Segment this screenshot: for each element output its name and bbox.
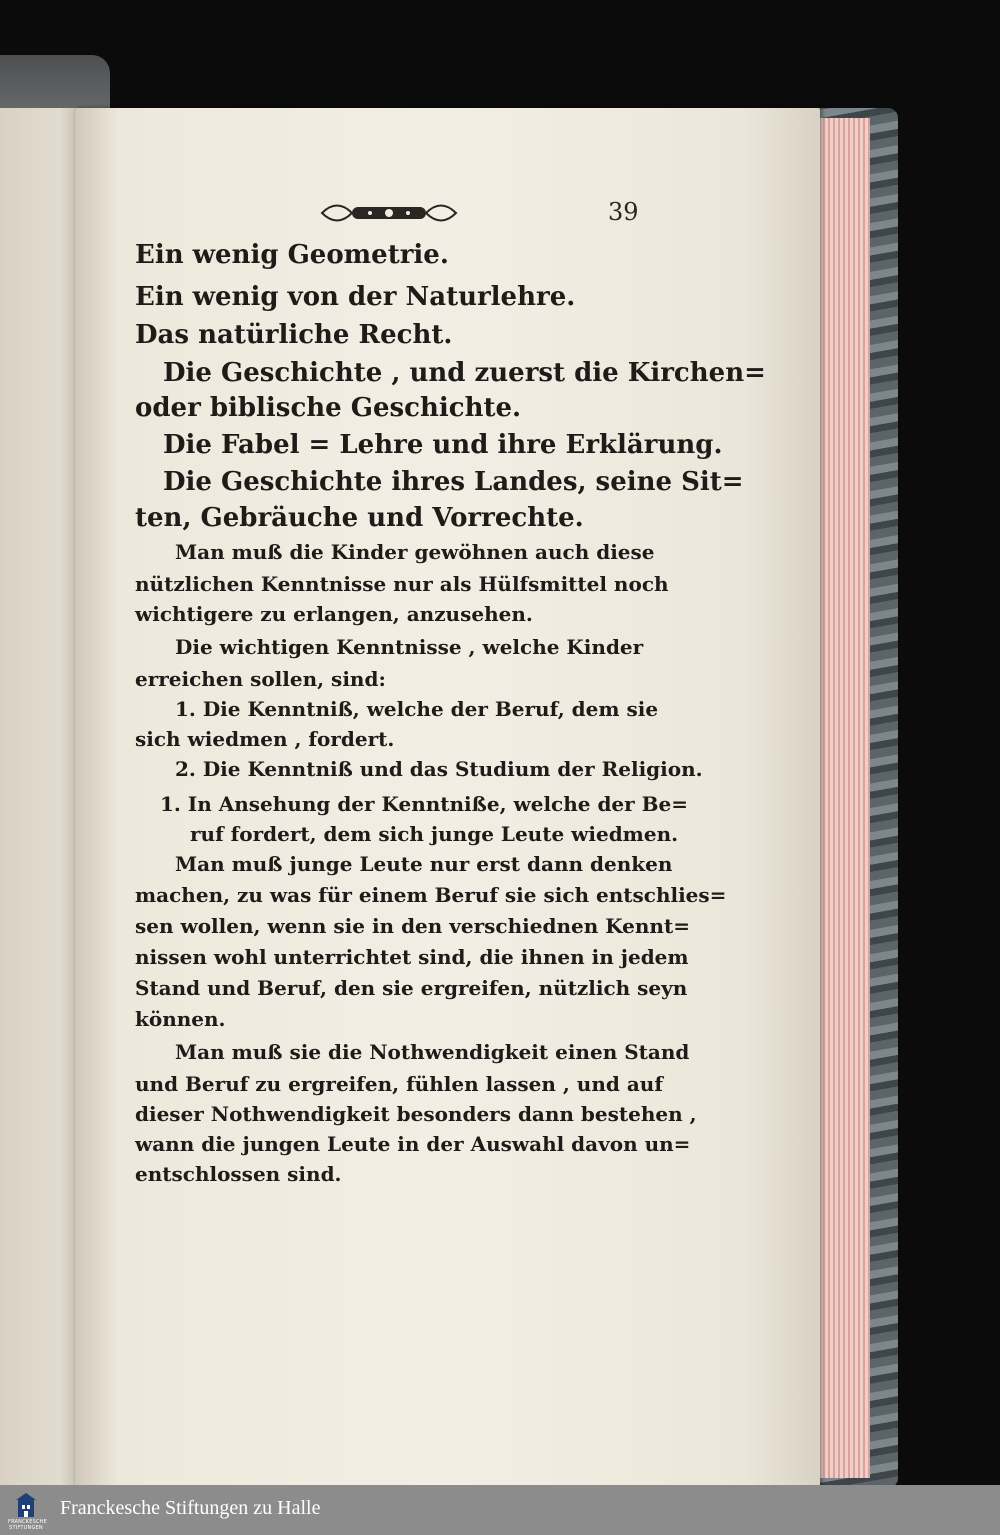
text-line: Man muß junge Leute nur erst dann denken (175, 852, 673, 876)
text-line: Die Geschichte , und zuerst die Kirchen= (163, 358, 766, 388)
text-line: nissen wohl unterrichtet sind, die ihnen in jedem (135, 945, 689, 969)
text-line: machen, zu was für einem Beruf sie sich entschlies= (135, 883, 727, 907)
text-line: Man muß die Kinder gewöhnen auch diese (175, 540, 655, 564)
text-line: Ein wenig von der Naturlehre. (135, 282, 576, 312)
text-line: entschlossen sind. (135, 1162, 342, 1186)
header-ornament-icon (318, 201, 460, 225)
text-line: 2. Die Kenntniß und das Studium der Religion. (175, 757, 703, 781)
text-line: Die Fabel = Lehre und ihre Erklärung. (163, 430, 723, 460)
page-number: 39 (608, 198, 639, 226)
text-line: ten, Gebräuche und Vorrechte. (135, 503, 584, 533)
text-line: Die wichtigen Kenntnisse , welche Kinder (175, 635, 644, 659)
text-line: Die Geschichte ihres Landes, seine Sit= (163, 467, 744, 497)
text-line: Ein wenig Geometrie. (135, 240, 449, 270)
text-line: Das natürliche Recht. (135, 320, 453, 350)
text-line: sich wiedmen , fordert. (135, 727, 395, 751)
text-line: erreichen sollen, sind: (135, 667, 386, 691)
left-page-edge (0, 108, 86, 1498)
text-line: nützlichen Kenntnisse nur als Hülfsmittel noch (135, 572, 669, 596)
building-logo-icon (8, 1491, 48, 1531)
footer-title: Franckesche Stiftungen zu Halle (60, 1497, 321, 1519)
text-line: sen wollen, wenn sie in den verschiednen Kennt= (135, 914, 690, 938)
text-line: Man muß sie die Nothwendigkeit einen Stand (175, 1040, 690, 1064)
text-line: wann die jungen Leute in der Auswahl davon un= (135, 1132, 691, 1156)
text-line: und Beruf zu ergreifen, fühlen lassen , und auf (135, 1072, 663, 1096)
section-heading-line: 1. In Ansehung der Kenntniße, welche der Be= (160, 792, 689, 816)
text-line: können. (135, 1007, 226, 1031)
logo-text: FRANCKESCHE STIFTUNGEN (8, 1519, 48, 1531)
section-heading-line: ruf fordert, dem sich junge Leute wiedmen. (190, 822, 679, 846)
footer-bar (0, 1485, 1000, 1535)
text-line: Stand und Beruf, den sie ergreifen, nützlich seyn (135, 976, 688, 1000)
text-line: oder biblische Geschichte. (135, 393, 522, 423)
text-line: dieser Nothwendigkeit besonders dann bestehen , (135, 1102, 697, 1126)
text-line: 1. Die Kenntniß, welche der Beruf, dem sie (175, 697, 659, 721)
text-line: wichtigere zu erlangen, anzusehen. (135, 602, 533, 626)
